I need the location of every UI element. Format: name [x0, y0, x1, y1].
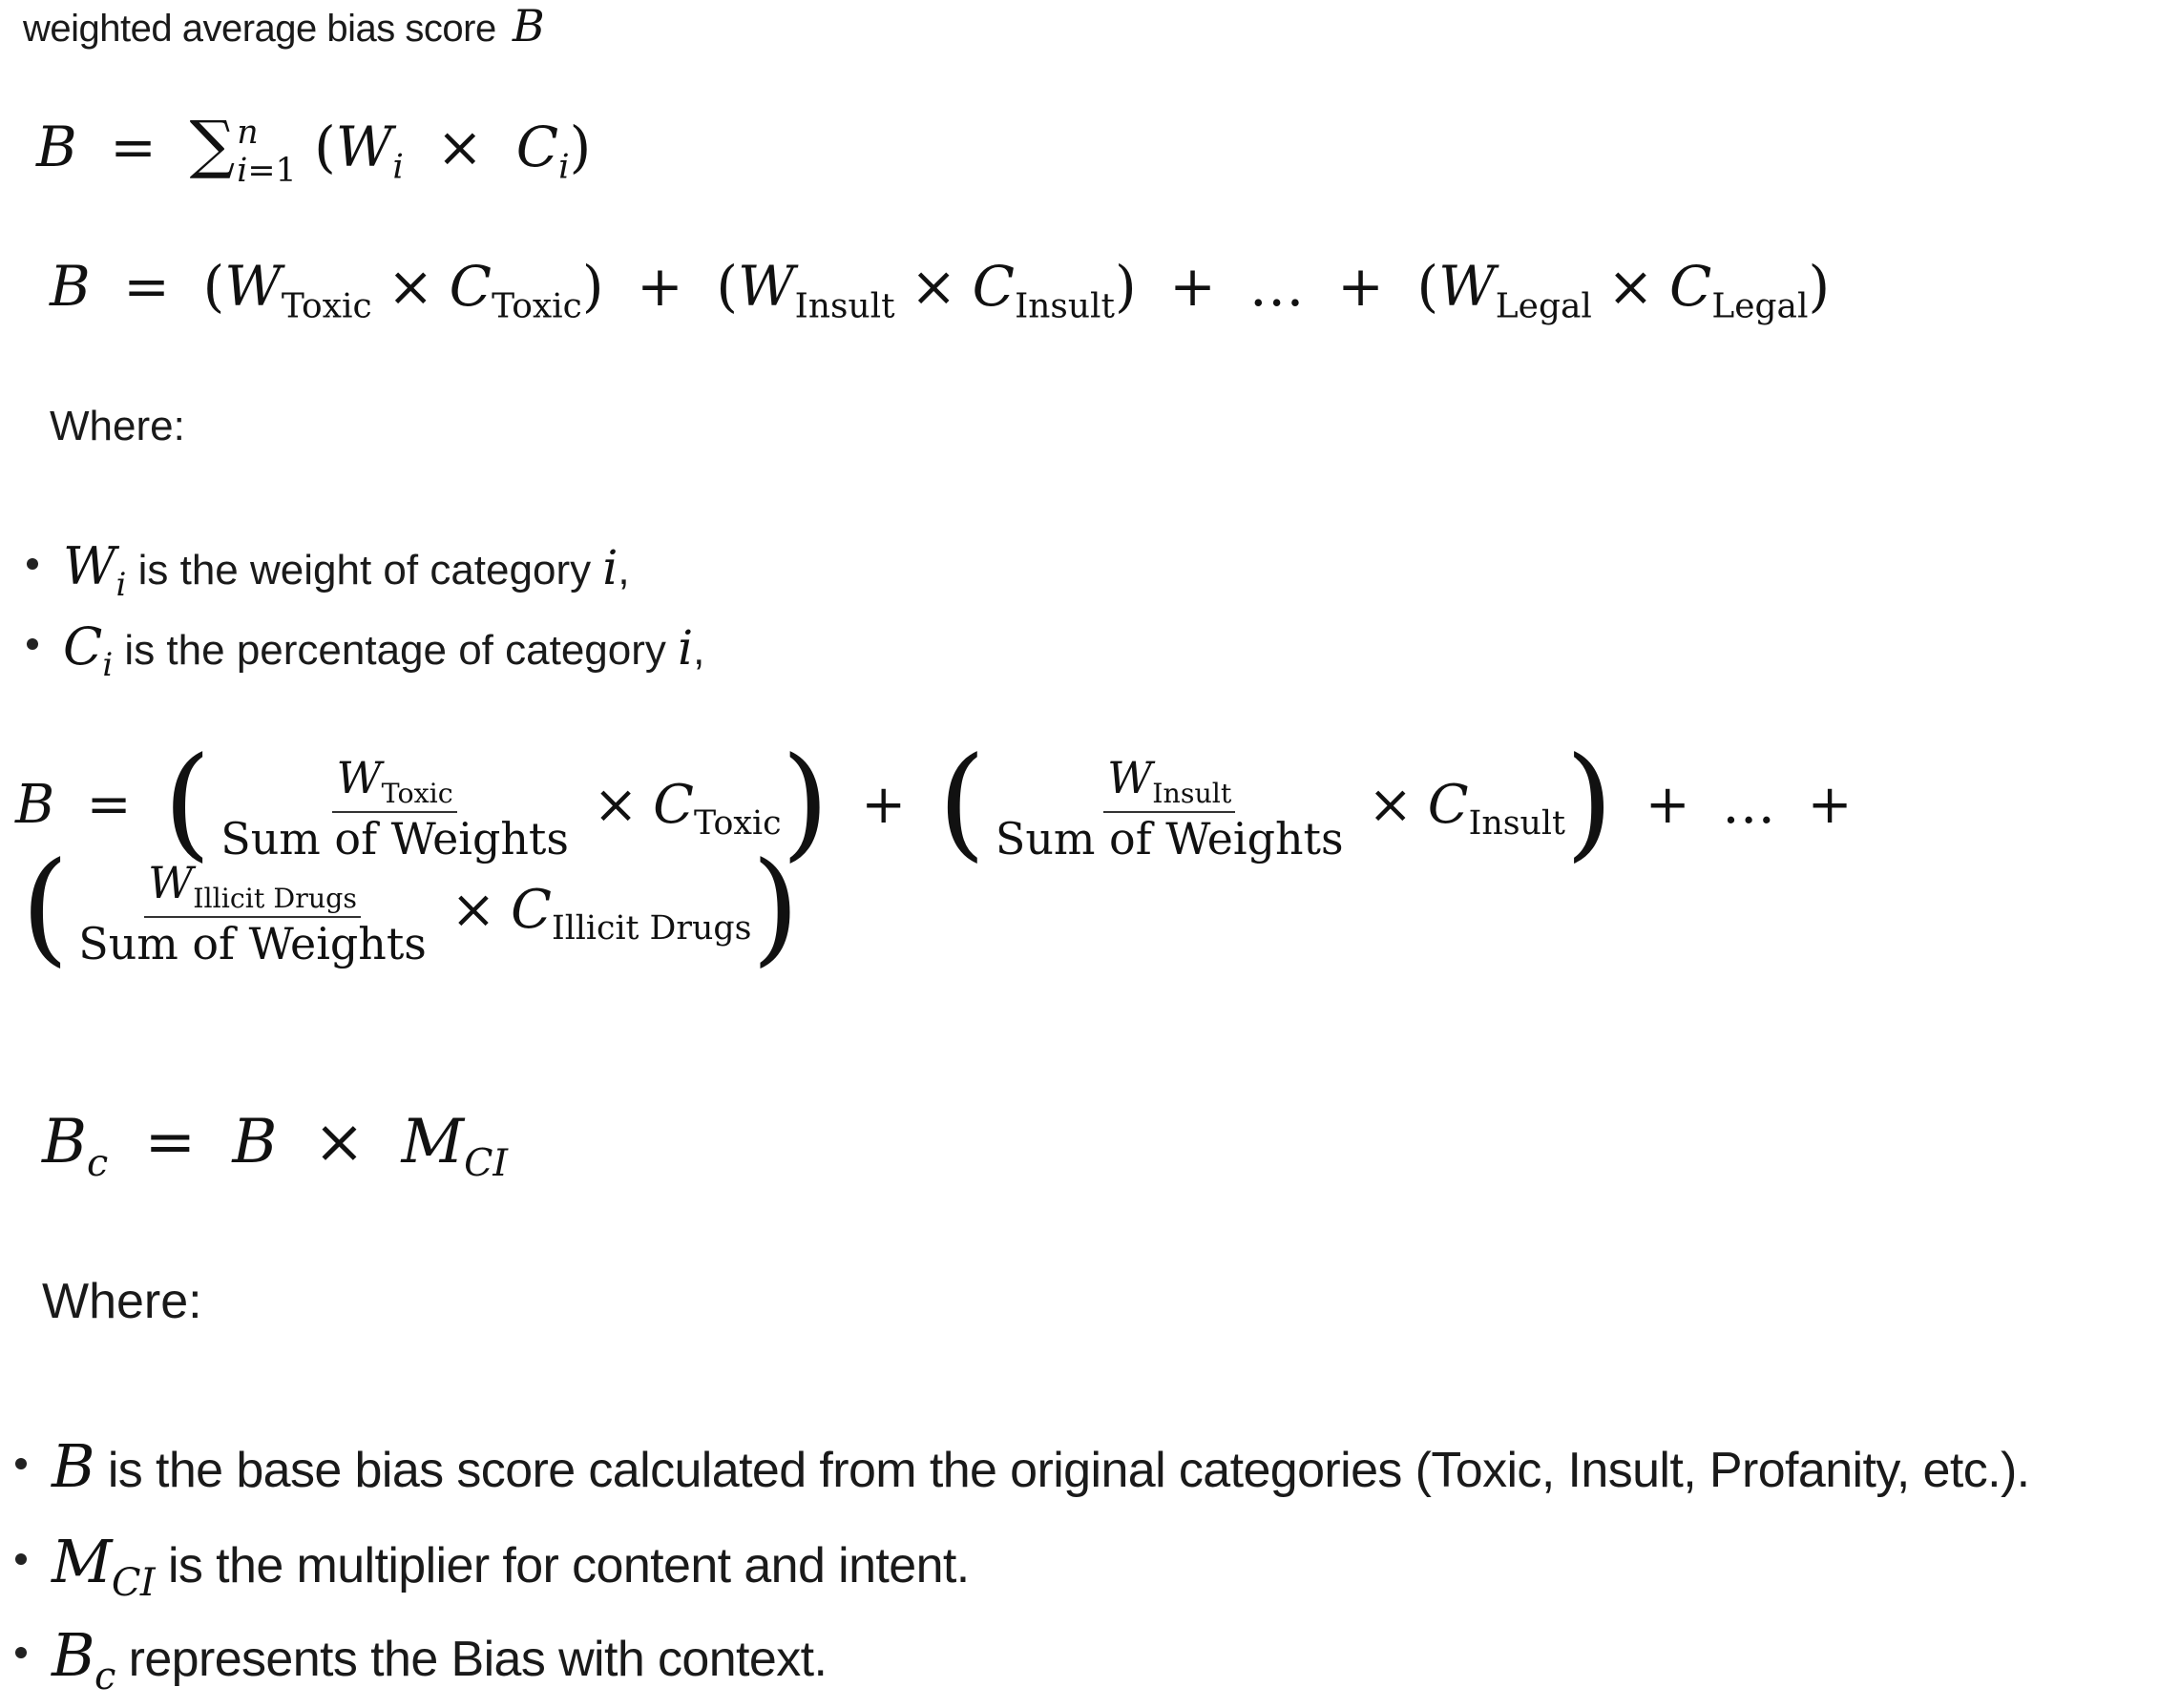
bullet — [15, 1458, 27, 1469]
sum-w: W — [335, 115, 393, 179]
sum-close: ) — [569, 115, 592, 179]
term-legal: $(W_{Legal} \times C_{Legal})$ — [1416, 254, 1831, 326]
term-insult: $(W_{Insult} \times C_{Insult})$ — [716, 254, 1137, 326]
fraction-toxic: $\frac{W_{Toxic}}{\text{Sum of Weights}}$ — [220, 752, 569, 865]
header-text: weighted average bias score — [23, 8, 496, 50]
definition-item: $B_c$ represents the Bias with context. — [15, 1620, 827, 1698]
sum-times: × — [436, 115, 484, 179]
term-toxic: $(W_{Toxic} \times C_{Toxic})$ — [202, 254, 604, 326]
fraction-insult: $\frac{W_{Insult}}{\text{Sum of Weights}}$ — [995, 752, 1344, 865]
expanded-ellipsis: … — [1248, 254, 1305, 319]
formula-normalized-line-2: ( $\frac{W_{Illicit Drugs}}{\text{Sum of Weights}}$ × $C_{Illicit Drugs}$) — [21, 836, 800, 979]
sigma-symbol: ∑ — [189, 107, 236, 181]
sum-limits — [237, 114, 296, 190]
definition-item: $W_i$ is the weight of category i, — [27, 536, 630, 604]
definition-item: B is the base bias score calculated from the original categories (Toxic, Insult, Profanity, etc.). — [15, 1431, 2030, 1508]
bullet — [27, 638, 38, 650]
header-line — [23, 0, 545, 52]
bullet — [27, 558, 38, 570]
formula-normalized-line-1: B = ( $\frac{W_{Toxic}}{\text{Sum of Weights}}$ × $C_{Toxic}$) + ( $\frac{W_{Insult}}{\text{Sum of Weights}}$ × $C_{Insult}$) + … + — [15, 731, 1853, 874]
header-symbol: B — [512, 0, 545, 52]
formula-summation: B = ∑ n i=1 $(W_i \times C_i)$ — [36, 107, 592, 190]
where-label: Where: — [50, 403, 185, 449]
definition-item: $C_i$ is the percentage of category i, — [27, 616, 704, 684]
bullet — [15, 1647, 27, 1658]
sum-eq: = — [110, 115, 157, 179]
formula-context: $B_c = B \times M_{CI}$ — [42, 1107, 509, 1185]
sum-lower: i=1 — [237, 151, 297, 190]
bullet — [15, 1553, 27, 1565]
sum-upper: n — [237, 113, 259, 152]
formula-expanded: $B = (W_{Toxic} \times C_{Toxic}) + (W_{Insult} \times C_{Insult})$ + … + $(W_{Legal} \times C_{Legal})$ — [50, 254, 1831, 326]
sum-open: ( — [314, 115, 336, 179]
where-label: Where: — [42, 1274, 202, 1329]
fraction-illicit-drugs: $\frac{W_{Illicit Drugs}}{\text{Sum of Weights}}$ — [78, 857, 427, 970]
sum-lhs: B — [36, 115, 77, 179]
sum-c: C — [515, 115, 559, 179]
definition-item: $M_{CI}$ is the multiplier for content and intent. — [15, 1527, 970, 1605]
